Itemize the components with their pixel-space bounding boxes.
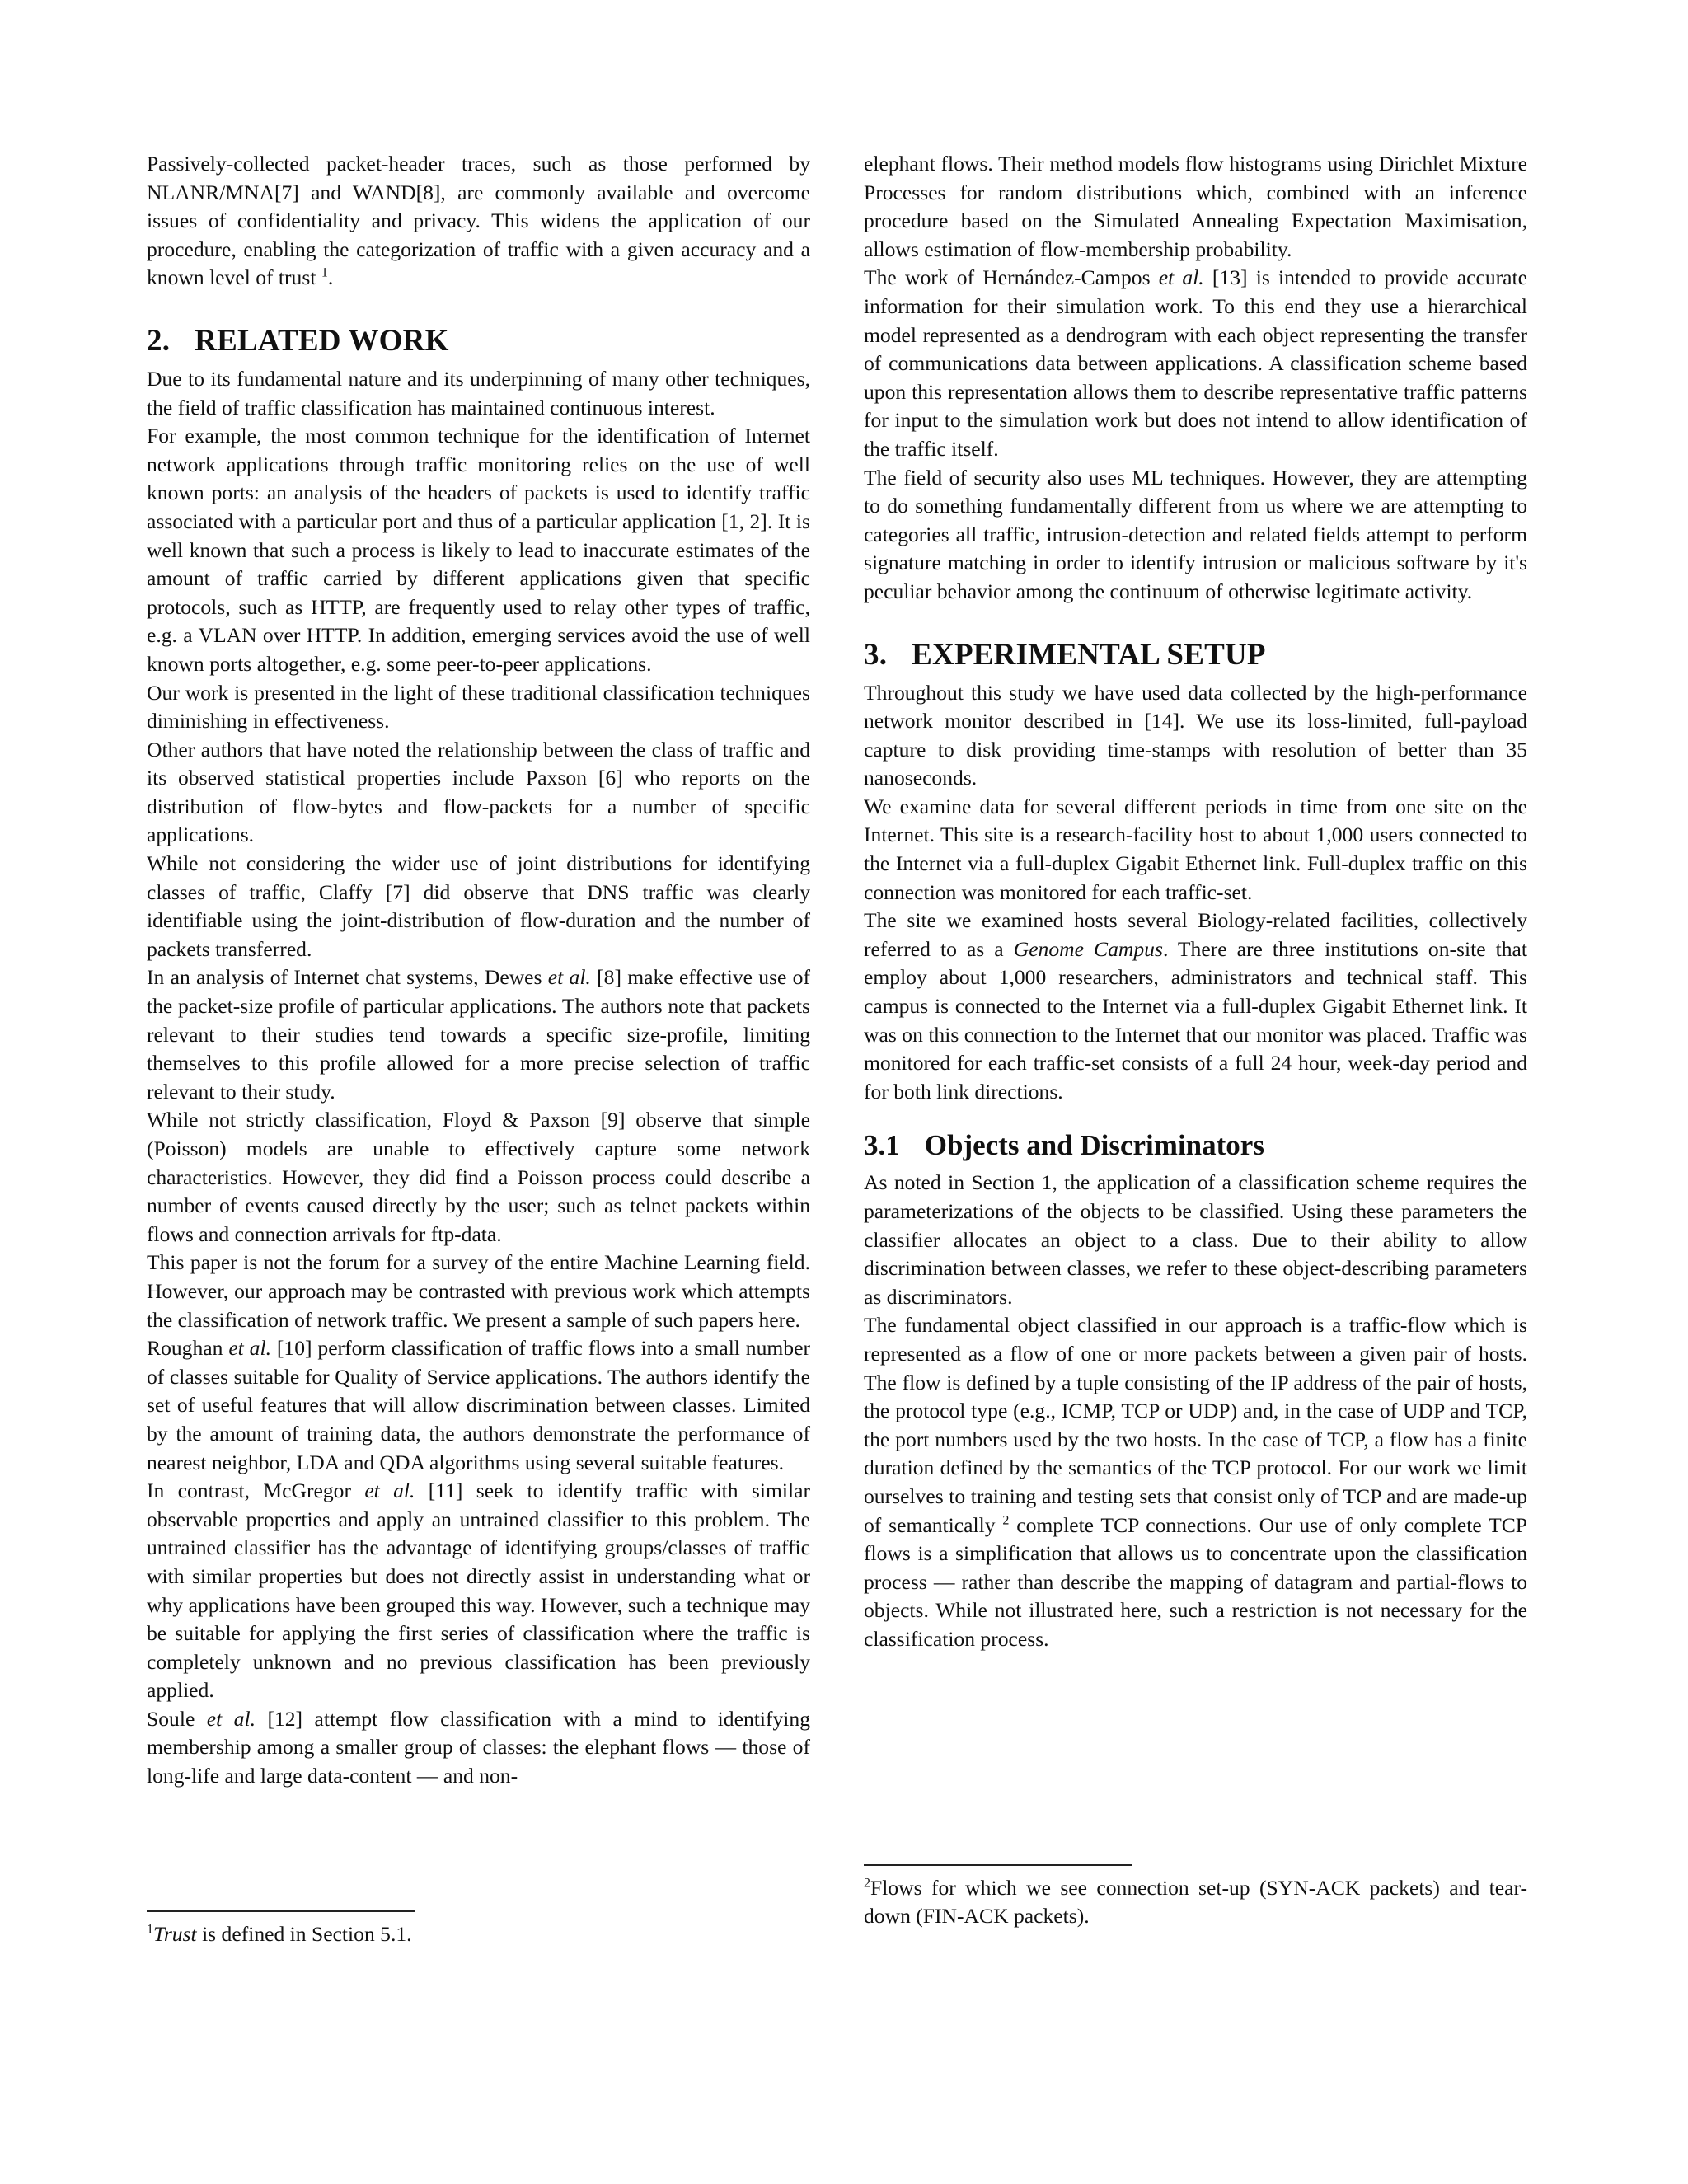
footnote-2: $^2$Flows for which we see connection set-up (SYN-ACK packets) and tear-down (FIN-ACK packets). — [864, 1876, 1527, 1928]
section-number: 2. — [147, 323, 171, 358]
left-column — [147, 150, 810, 1791]
paragraph: In an analysis of Internet chat systems, Dewes et al. [8] make effective use of the packet-size profile of particular applications. The authors note that packets relevant to their studies tend towards a specific size-profile, limiting themselves to this profile allowed for a more precise selection of traffic relevant to their study. — [147, 965, 810, 1104]
paragraph: This paper is not the forum for a survey of the entire Machine Learning field. However, our approach may be contrasted with previous work which attempts the classification of network traffic. We present a sample of such papers here. — [147, 1250, 810, 1332]
paragraph: Soule et al. [12] attempt flow classification with a mind to identifying membership among a smaller group of classes: the elephant flows — those of long-life and large data-content — and non- — [147, 1706, 810, 1788]
paragraph: Roughan et al. [10] perform classification of traffic flows into a small number of classes suitable for Quality of Service applications. The authors identify the set of useful features that will allow discrimination between classes. Limited by the amount of training data, the authors demonstrate the performance of nearest neighbor, LDA and QDA algorithms using several suitable features. — [147, 1336, 810, 1474]
section-2-heading — [147, 322, 810, 360]
section-number: 3. — [864, 637, 888, 672]
paragraph: Other authors that have noted the relationship between the class of traffic and its observed statistical properties include Paxson [6] who reports on the distribution of flow-bytes and flow-packets for a number of specific applications. — [147, 737, 810, 847]
footnote-marker-1: 1 — [321, 265, 328, 280]
section-title: EXPERIMENTAL SETUP — [912, 637, 1266, 672]
paragraph: For example, the most common technique for the identification of Internet network applications through traffic monitoring relies on the use of well known ports: an analysis of the headers of packets is used to identify traffic associated with a particular port and thus of a particular application [1, 2]. It is well known that such a process is likely to lead to inaccurate estimates of the amount of traffic carried by different applications given that specific protocols, such as HTTP, are frequently used to relay other types of traffic, e.g. a VLAN over HTTP. In addition, emerging services avoid the use of well known ports altogether, e.g. some peer-to-peer applications. — [147, 424, 810, 676]
paragraph: We examine data for several different periods in time from one site on the Internet. This site is a research-facility host to about 1,000 users connected to the Internet via a full-duplex Gigabit Ethernet link. Full-duplex traffic on this connection was monitored for each traffic-set. — [864, 794, 1527, 904]
paragraph: Our work is presented in the light of these traditional classification techniques diminishing in effectiveness. — [147, 680, 810, 733]
paragraph: The fundamental object classified in our approach is a traffic-flow which is represented as a flow of one or more packets between a given pair of hosts. The flow is defined by a tuple consisting of the IP address of the pair of hosts, the protocol type (e.g., ICMP, TCP or UDP) and, in the case of UDP and TCP, the port numbers used by the two hosts. In the case of TCP, a flow has a finite duration defined by the semantics of the TCP protocol. For our work we limit ourselves to training and testing sets that consist only of TCP and are made-up of semantically $^2$ complete TCP connections. Our use of only complete TCP flows is a simplification that allows us to concentrate upon the classification process — rather than describe the mapping of datagram and partial-flows to objects. While not illustrated here, such a restriction is not necessary for the classification process. — [864, 1313, 1528, 1651]
right-column — [864, 150, 1527, 1654]
intro-paragraph: Passively-collected packet-header traces, such as those performed by NLANR/MNA[7] and WAND[8], are commonly available and overcome issues of confidentiality and privacy. This widens the application of our procedure, enabling the categorization of traffic with a given accuracy and a known level of trust $^1$. — [147, 152, 810, 290]
footnote-1: $^1$Trust is defined in Section 5.1. — [147, 1922, 412, 1946]
paragraph: The site we examined hosts several Biology-related facilities, collectively referred to as a Genome Campus. There are three institutions on-site that employ about 1,000 researchers, administrators and technical staff. This campus is connected to the Internet via a full-duplex Gigabit Ethernet link. It was on this connection to the Internet that our monitor was placed. Traffic was monitored for each traffic-set consists of a full 24 hour, week-day period and for both link directions. — [864, 908, 1527, 1104]
paragraph: In contrast, McGregor et al. [11] seek to identify traffic with similar observable properties and apply an untrained classifier to this problem. The untrained classifier has the advantage of identifying groups/classes of traffic with similar properties but does not directly assist in understanding what or why applications have been grouped this way. However, such a technique may be suitable for applying the first series of classification where the traffic is completely unknown and no previous classification has been previously applied. — [147, 1479, 810, 1703]
paragraph: Due to its fundamental nature and its underpinning of many other techniques, the field of traffic classification has maintained continuous interest. — [147, 366, 810, 419]
paragraph: While not considering the wider use of joint distributions for identifying classes of traffic, Claffy [7] did observe that DNS traffic was clearly identifiable using the joint-distribution of flow-duration and the number of packets transferred. — [147, 851, 810, 961]
footnote-rule — [147, 1910, 415, 1912]
section-3-heading — [864, 636, 1527, 674]
paragraph: Throughout this study we have used data collected by the high-performance network monitor described in [14]. We use its loss-limited, full-payload capture to disk providing time-stamps with resolution of better than 35 nanoseconds. — [864, 680, 1527, 790]
subsection-title: Objects and Discriminators — [924, 1129, 1264, 1162]
paragraph: The field of security also uses ML techniques. However, they are attempting to do something fundamentally different from us where we are attempting to categories all traffic, intrusion-detection and related fields attempt to perform signature matching in order to identify intrusion or malicious software by it's peculiar behavior among the continuum of otherwise legitimate activity. — [864, 465, 1527, 603]
paragraph: elephant flows. Their method models flow histograms using Dirichlet Mixture Processes for random distributions which, combined with an inference procedure based on the Simulated Annealing Expectation Maximisation, allows estimation of flow-membership probability. — [864, 152, 1527, 261]
paragraph: As noted in Section 1, the application of a classification scheme requires the parameterizations of the objects to be classified. Using these parameters the classifier allocates an object to a class. Due to their ability to allow discrimination between classes, we refer to these object-describing parameters as discriminators. — [864, 1170, 1527, 1309]
section-title: RELATED WORK — [195, 323, 449, 358]
footnote-rule — [864, 1864, 1132, 1866]
footnote-marker-2: 2 — [1002, 1513, 1010, 1527]
paragraph: The work of Hernández-Campos et al. [13] is intended to provide accurate information for their simulation work. To this end they use a hierarchical model represented as a dendrogram with each object representing the transfer of communications data between applications. A classification scheme based upon this representation allows them to describe representative traffic patterns for input to the simulation work but does not intend to allow identification of the traffic itself. — [864, 265, 1528, 461]
paragraph: While not strictly classification, Floyd & Paxson [9] observe that simple (Poisson) models are unable to effectively capture some network characteristics. However, they did find a Poisson process could describe a number of events caused directly by the user; such as telnet packets within flows and connection arrivals for ftp-data. — [147, 1108, 810, 1246]
subsection-number: 3.1 — [864, 1129, 900, 1162]
subsection-3-1-heading — [864, 1127, 1527, 1164]
